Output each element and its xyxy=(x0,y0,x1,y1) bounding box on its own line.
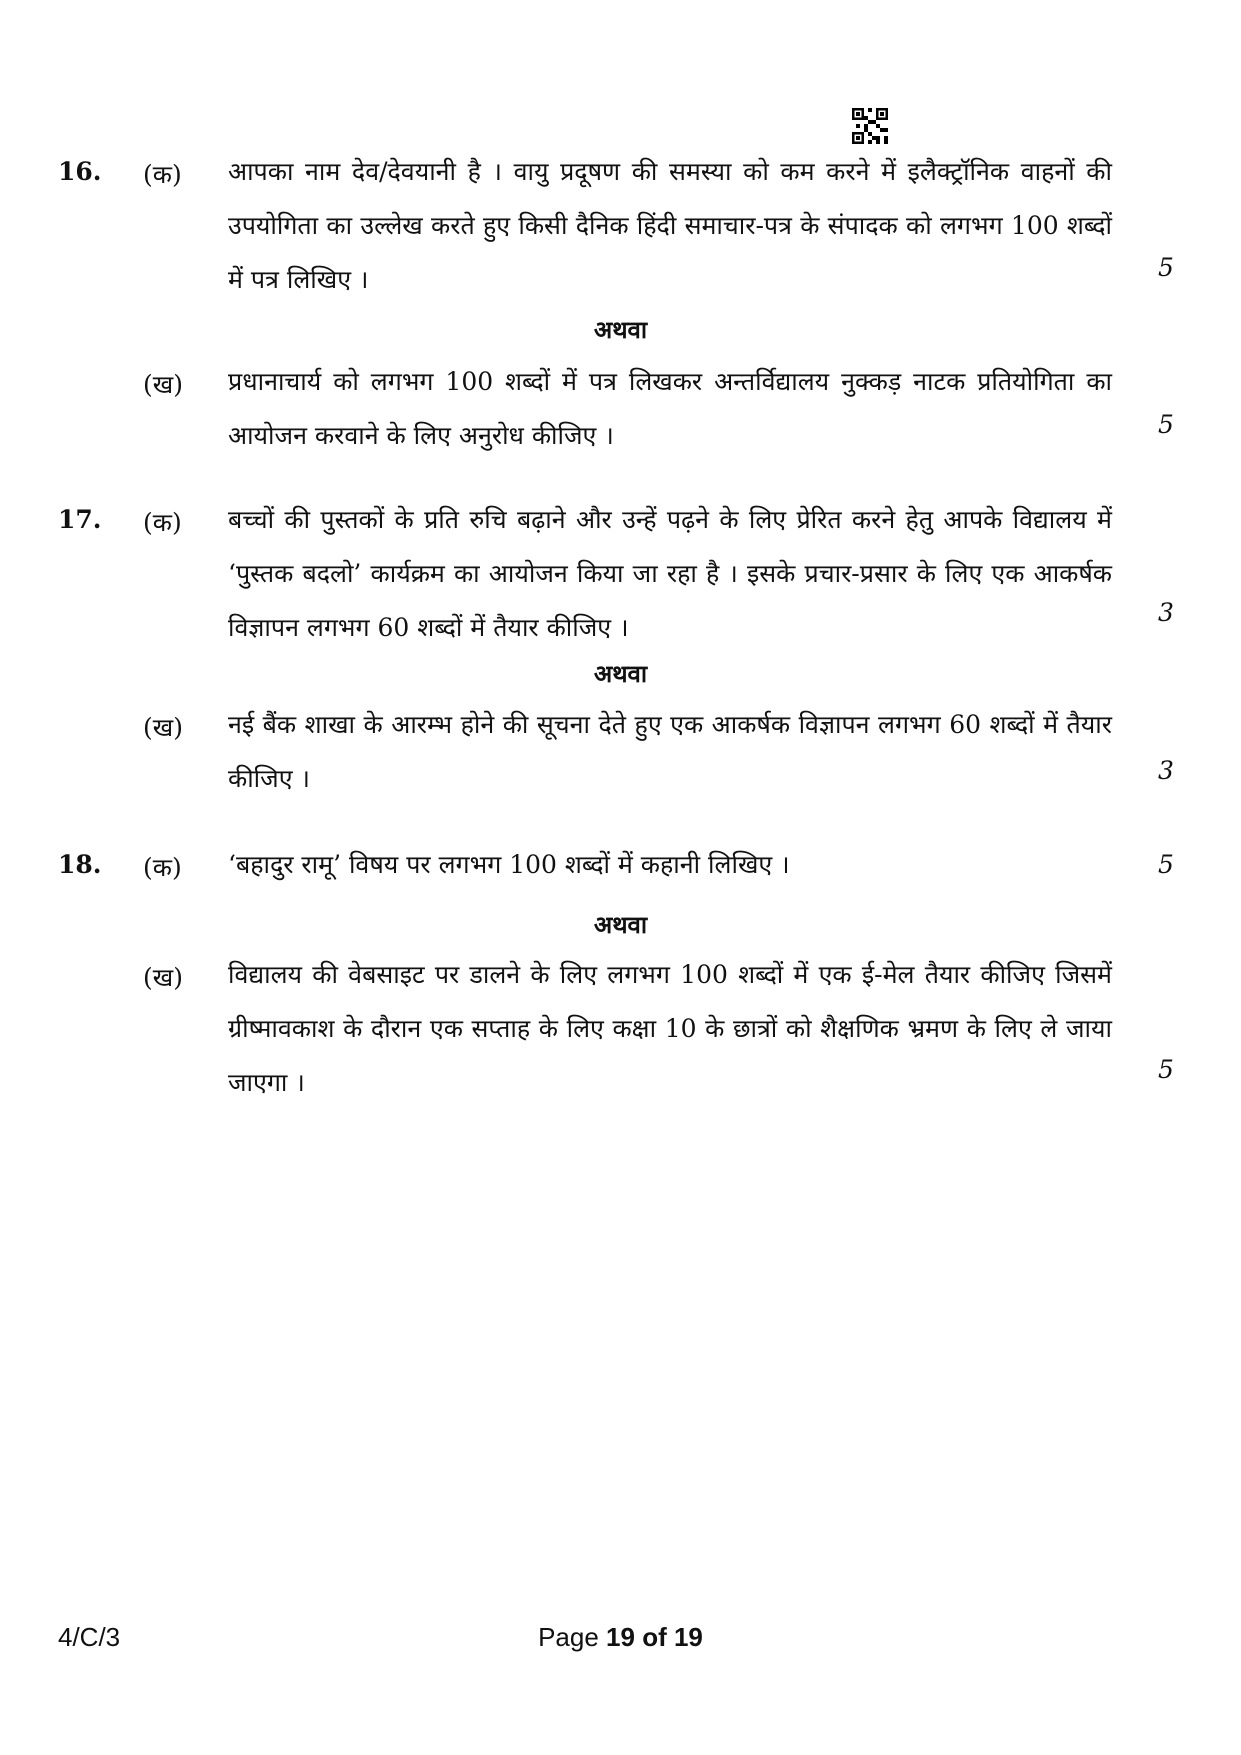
question-17-part-b-label: (ख) xyxy=(143,713,183,742)
question-17-part-b-marks: 3 xyxy=(1158,756,1174,785)
question-18-part-b-label: (ख) xyxy=(143,963,183,992)
paper-code: 4/C/3 xyxy=(58,1622,121,1652)
question-18-part-a-marks: 5 xyxy=(1158,850,1174,879)
page-total: 19 xyxy=(673,1622,703,1652)
question-16-part-b-label: (ख) xyxy=(143,370,183,399)
question-18-number: 18. xyxy=(58,850,102,879)
question-18-part-a-label: (क) xyxy=(143,853,182,882)
page-current: 19 xyxy=(606,1622,635,1652)
question-16-part-b-marks: 5 xyxy=(1158,410,1174,439)
question-16-part-b-text: प्रधानाचार्य को लगभग 100 शब्दों में पत्र लिखकर अन्तर्विद्यालय नुक्कड़ नाटक प्रतियोगिता का आयोजन करवाने के लिए अनुरोध कीजिए । xyxy=(228,367,1112,450)
question-18-part-b-marks: 5 xyxy=(1158,1055,1174,1084)
page-number xyxy=(0,1622,1241,1653)
page-prefix: Page xyxy=(538,1622,607,1652)
question-16-or-divider: अथवा xyxy=(593,315,648,344)
question-17-part-a-text: बच्चों की पुस्तकों के प्रति रुचि बढ़ाने और उन्हें पढ़ने के लिए प्रेरित करने हेतु आपके विद्यालय में ‘पुस्तक बदलो’ कार्यक्रम का आयोजन किया जा रहा है । इसके प्रचार-प्रसार के लिए एक आकर्षक विज्ञापन लगभग 60 शब्दों में तैयार कीजिए । xyxy=(228,505,1112,642)
question-16-number: 16. xyxy=(58,157,102,186)
question-17-part-a-marks: 3 xyxy=(1158,598,1174,627)
question-18-part-b-text: विद्यालय की वेबसाइट पर डालने के लिए लगभग 100 शब्दों में एक ई-मेल तैयार कीजिए जिसमें ग्रीष्मावकाश के दौरान एक सप्ताह के लिए कक्षा 10 के छात्रों को शैक्षणिक भ्रमण के लिए ले जाया जाएगा । xyxy=(228,960,1112,1097)
question-17-number: 17. xyxy=(58,505,102,534)
question-18-or-divider: अथवा xyxy=(593,910,648,939)
question-18-part-a-text: ‘बहादुर रामू’ विषय पर लगभग 100 शब्दों में कहानी लिखिए । xyxy=(228,850,790,879)
question-16-part-a-text: आपका नाम देव/देवयानी है । वायु प्रदूषण की समस्या को कम करने में इलैक्ट्रॉनिक वाहनों की उपयोगिता का उल्लेख करते हुए किसी दैनिक हिंदी समाचार-पत्र के संपादक को लगभग 100 शब्दों में पत्र लिखिए । xyxy=(228,157,1112,294)
qr-code-icon xyxy=(852,108,888,144)
question-17-or-divider: अथवा xyxy=(593,659,648,688)
page-of: of xyxy=(634,1622,674,1652)
question-17-part-a-label: (क) xyxy=(143,508,182,537)
question-17-part-b-text: नई बैंक शाखा के आरम्भ होने की सूचना देते हुए एक आकर्षक विज्ञापन लगभग 60 शब्दों में तैयार कीजिए । xyxy=(228,710,1112,793)
question-16-part-a-marks: 5 xyxy=(1158,253,1174,282)
question-16-part-a-label: (क) xyxy=(143,160,182,189)
